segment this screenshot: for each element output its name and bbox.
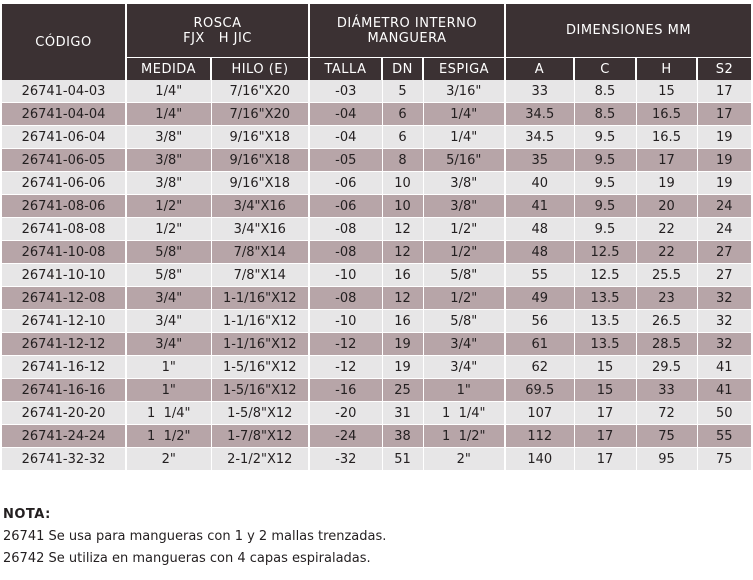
specifications-table — [2, 4, 751, 471]
cell-espiga: 1 1/2" — [423, 425, 505, 448]
cell-hilo: 1-1/16"X12 — [211, 310, 309, 333]
cell-c: 13.5 — [574, 310, 636, 333]
cell-a: 55 — [505, 264, 574, 287]
header-diametro — [309, 4, 505, 58]
cell-hilo: 3/4"X16 — [211, 195, 309, 218]
cell-talla: -12 — [309, 333, 382, 356]
cell-c: 12.5 — [574, 264, 636, 287]
cell-a: 33 — [505, 80, 574, 103]
cell-medida: 1/4" — [126, 103, 211, 126]
table-row — [2, 264, 751, 287]
cell-espiga: 1/2" — [423, 241, 505, 264]
cell-s2: 27 — [697, 241, 751, 264]
cell-dn: 6 — [382, 126, 423, 149]
cell-h: 95 — [636, 448, 697, 471]
cell-s2: 41 — [697, 379, 751, 402]
cell-a: 69.5 — [505, 379, 574, 402]
cell-medida: 5/8" — [126, 241, 211, 264]
table-row — [2, 425, 751, 448]
cell-s2: 17 — [697, 103, 751, 126]
cell-codigo: 26741-06-04 — [2, 126, 126, 149]
cell-h: 23 — [636, 287, 697, 310]
cell-espiga: 5/8" — [423, 264, 505, 287]
cell-talla: -06 — [309, 195, 382, 218]
cell-codigo: 26741-06-05 — [2, 149, 126, 172]
cell-c: 17 — [574, 425, 636, 448]
cell-medida: 1" — [126, 356, 211, 379]
cell-s2: 50 — [697, 402, 751, 425]
table-row — [2, 172, 751, 195]
cell-hilo: 7/8"X14 — [211, 264, 309, 287]
cell-h: 75 — [636, 425, 697, 448]
cell-espiga: 1 1/4" — [423, 402, 505, 425]
note-line-2: 26742 Se utiliza en mangueras con 4 capas espiraladas. — [3, 551, 371, 566]
table-row — [2, 195, 751, 218]
cell-codigo: 26741-20-20 — [2, 402, 126, 425]
cell-hilo: 7/16"X20 — [211, 80, 309, 103]
cell-codigo: 26741-12-08 — [2, 287, 126, 310]
cell-c: 12.5 — [574, 241, 636, 264]
cell-hilo: 1-1/16"X12 — [211, 333, 309, 356]
cell-talla: -24 — [309, 425, 382, 448]
cell-codigo: 26741-10-10 — [2, 264, 126, 287]
cell-espiga: 5/8" — [423, 310, 505, 333]
cell-dn: 12 — [382, 287, 423, 310]
cell-h: 25.5 — [636, 264, 697, 287]
cell-dn: 19 — [382, 356, 423, 379]
cell-h: 28.5 — [636, 333, 697, 356]
cell-h: 72 — [636, 402, 697, 425]
cell-espiga: 2" — [423, 448, 505, 471]
cell-codigo: 26741-08-08 — [2, 218, 126, 241]
header-talla: TALLA — [309, 58, 382, 81]
cell-codigo: 26741-32-32 — [2, 448, 126, 471]
table-row — [2, 356, 751, 379]
cell-medida: 1" — [126, 379, 211, 402]
cell-a: 49 — [505, 287, 574, 310]
header-espiga: ESPIGA — [423, 58, 505, 81]
cell-medida: 5/8" — [126, 264, 211, 287]
cell-talla: -16 — [309, 379, 382, 402]
cell-dn: 5 — [382, 80, 423, 103]
cell-dn: 10 — [382, 195, 423, 218]
cell-c: 17 — [574, 402, 636, 425]
cell-hilo: 7/16"X20 — [211, 103, 309, 126]
cell-hilo: 1-7/8"X12 — [211, 425, 309, 448]
cell-espiga: 1/2" — [423, 218, 505, 241]
cell-c: 9.5 — [574, 149, 636, 172]
cell-talla: -03 — [309, 80, 382, 103]
cell-a: 56 — [505, 310, 574, 333]
cell-medida: 3/4" — [126, 333, 211, 356]
header-a: A — [505, 58, 574, 81]
cell-espiga: 1" — [423, 379, 505, 402]
cell-talla: -08 — [309, 241, 382, 264]
cell-s2: 27 — [697, 264, 751, 287]
cell-s2: 75 — [697, 448, 751, 471]
cell-a: 107 — [505, 402, 574, 425]
cell-medida: 3/4" — [126, 287, 211, 310]
cell-espiga: 3/4" — [423, 333, 505, 356]
cell-hilo: 1-5/16"X12 — [211, 379, 309, 402]
cell-codigo: 26741-04-04 — [2, 103, 126, 126]
cell-s2: 24 — [697, 218, 751, 241]
cell-c: 9.5 — [574, 172, 636, 195]
cell-talla: -32 — [309, 448, 382, 471]
cell-talla: -04 — [309, 126, 382, 149]
cell-h: 26.5 — [636, 310, 697, 333]
cell-dn: 12 — [382, 241, 423, 264]
cell-s2: 32 — [697, 310, 751, 333]
cell-talla: -05 — [309, 149, 382, 172]
table-row — [2, 402, 751, 425]
cell-medida: 2" — [126, 448, 211, 471]
table-row — [2, 103, 751, 126]
cell-medida: 1 1/4" — [126, 402, 211, 425]
table-row — [2, 379, 751, 402]
cell-codigo: 26741-16-16 — [2, 379, 126, 402]
cell-c: 9.5 — [574, 126, 636, 149]
header-diametro-line-1: DIÁMETRO INTERNO — [336, 15, 478, 31]
cell-a: 40 — [505, 172, 574, 195]
cell-c: 17 — [574, 448, 636, 471]
cell-dn: 6 — [382, 103, 423, 126]
cell-s2: 32 — [697, 287, 751, 310]
cell-s2: 41 — [697, 356, 751, 379]
cell-talla: -06 — [309, 172, 382, 195]
cell-s2: 19 — [697, 149, 751, 172]
cell-codigo: 26741-12-12 — [2, 333, 126, 356]
cell-dn: 8 — [382, 149, 423, 172]
cell-a: 140 — [505, 448, 574, 471]
cell-dn: 12 — [382, 218, 423, 241]
cell-hilo: 1-5/16"X12 — [211, 356, 309, 379]
table-body — [2, 80, 751, 471]
table-row — [2, 241, 751, 264]
cell-s2: 19 — [697, 172, 751, 195]
table-row — [2, 218, 751, 241]
cell-s2: 24 — [697, 195, 751, 218]
table-row — [2, 333, 751, 356]
cell-a: 48 — [505, 218, 574, 241]
header-dimensiones: DIMENSIONES MM — [505, 4, 751, 58]
header-s2: S2 — [697, 58, 751, 81]
cell-codigo: 26741-24-24 — [2, 425, 126, 448]
cell-espiga: 5/16" — [423, 149, 505, 172]
cell-hilo: 9/16"X18 — [211, 126, 309, 149]
cell-talla: -12 — [309, 356, 382, 379]
cell-dn: 19 — [382, 333, 423, 356]
cell-h: 33 — [636, 379, 697, 402]
cell-dn: 31 — [382, 402, 423, 425]
cell-talla: -20 — [309, 402, 382, 425]
cell-a: 61 — [505, 333, 574, 356]
header-dn: DN — [382, 58, 423, 81]
cell-medida: 1/2" — [126, 218, 211, 241]
table-row — [2, 149, 751, 172]
cell-c: 9.5 — [574, 218, 636, 241]
cell-codigo: 26741-06-06 — [2, 172, 126, 195]
cell-talla: -08 — [309, 218, 382, 241]
cell-hilo: 9/16"X18 — [211, 149, 309, 172]
cell-codigo: 26741-16-12 — [2, 356, 126, 379]
cell-dn: 16 — [382, 264, 423, 287]
cell-espiga: 1/4" — [423, 126, 505, 149]
cell-medida: 1 1/2" — [126, 425, 211, 448]
cell-c: 9.5 — [574, 195, 636, 218]
cell-h: 29.5 — [636, 356, 697, 379]
cell-a: 34.5 — [505, 103, 574, 126]
cell-dn: 25 — [382, 379, 423, 402]
cell-h: 16.5 — [636, 126, 697, 149]
cell-s2: 32 — [697, 333, 751, 356]
table-row — [2, 80, 751, 103]
notes-section — [3, 504, 386, 570]
cell-a: 48 — [505, 241, 574, 264]
cell-c: 15 — [574, 356, 636, 379]
cell-dn: 16 — [382, 310, 423, 333]
table-row — [2, 126, 751, 149]
table-row — [2, 310, 751, 333]
header-diametro-line-2: MANGUERA — [367, 30, 447, 46]
cell-dn: 10 — [382, 172, 423, 195]
cell-medida: 1/2" — [126, 195, 211, 218]
cell-espiga: 1/2" — [423, 287, 505, 310]
cell-h: 22 — [636, 218, 697, 241]
header-rosca-title: ROSCA — [193, 15, 242, 31]
cell-hilo: 2-1/2"X12 — [211, 448, 309, 471]
cell-h: 17 — [636, 149, 697, 172]
cell-a: 35 — [505, 149, 574, 172]
cell-a: 41 — [505, 195, 574, 218]
table-row — [2, 448, 751, 471]
cell-h: 19 — [636, 172, 697, 195]
cell-s2: 17 — [697, 80, 751, 103]
cell-c: 13.5 — [574, 333, 636, 356]
cell-s2: 55 — [697, 425, 751, 448]
cell-h: 22 — [636, 241, 697, 264]
cell-codigo: 26741-12-10 — [2, 310, 126, 333]
cell-hilo: 1-1/16"X12 — [211, 287, 309, 310]
cell-dn: 38 — [382, 425, 423, 448]
table-header — [2, 4, 751, 80]
cell-espiga: 3/16" — [423, 80, 505, 103]
header-rosca — [126, 4, 309, 58]
cell-hilo: 3/4"X16 — [211, 218, 309, 241]
table-row — [2, 287, 751, 310]
cell-dn: 51 — [382, 448, 423, 471]
cell-s2: 19 — [697, 126, 751, 149]
header-codigo: CÓDIGO — [2, 4, 126, 80]
note-line-1: 26741 Se usa para mangueras con 1 y 2 mallas trenzadas. — [3, 529, 387, 544]
cell-hilo: 1-5/8"X12 — [211, 402, 309, 425]
cell-espiga: 3/4" — [423, 356, 505, 379]
cell-talla: -10 — [309, 264, 382, 287]
cell-codigo: 26741-08-06 — [2, 195, 126, 218]
cell-a: 62 — [505, 356, 574, 379]
cell-hilo: 7/8"X14 — [211, 241, 309, 264]
cell-h: 15 — [636, 80, 697, 103]
cell-talla: -10 — [309, 310, 382, 333]
cell-medida: 3/4" — [126, 310, 211, 333]
header-hilo: HILO (E) — [211, 58, 309, 81]
header-medida: MEDIDA — [126, 58, 211, 81]
cell-c: 15 — [574, 379, 636, 402]
cell-espiga: 3/8" — [423, 195, 505, 218]
notes-title: NOTA: — [3, 507, 51, 522]
cell-medida: 3/8" — [126, 172, 211, 195]
cell-medida: 3/8" — [126, 149, 211, 172]
cell-codigo: 26741-04-03 — [2, 80, 126, 103]
cell-codigo: 26741-10-08 — [2, 241, 126, 264]
cell-c: 8.5 — [574, 80, 636, 103]
cell-c: 8.5 — [574, 103, 636, 126]
cell-talla: -04 — [309, 103, 382, 126]
cell-medida: 1/4" — [126, 80, 211, 103]
header-h: H — [636, 58, 697, 81]
cell-h: 20 — [636, 195, 697, 218]
header-c: C — [574, 58, 636, 81]
cell-h: 16.5 — [636, 103, 697, 126]
cell-talla: -08 — [309, 287, 382, 310]
cell-c: 13.5 — [574, 287, 636, 310]
cell-espiga: 3/8" — [423, 172, 505, 195]
cell-a: 112 — [505, 425, 574, 448]
header-rosca-subtitle: FJX H JIC — [183, 30, 252, 46]
cell-hilo: 9/16"X18 — [211, 172, 309, 195]
cell-a: 34.5 — [505, 126, 574, 149]
cell-medida: 3/8" — [126, 126, 211, 149]
cell-espiga: 1/4" — [423, 103, 505, 126]
